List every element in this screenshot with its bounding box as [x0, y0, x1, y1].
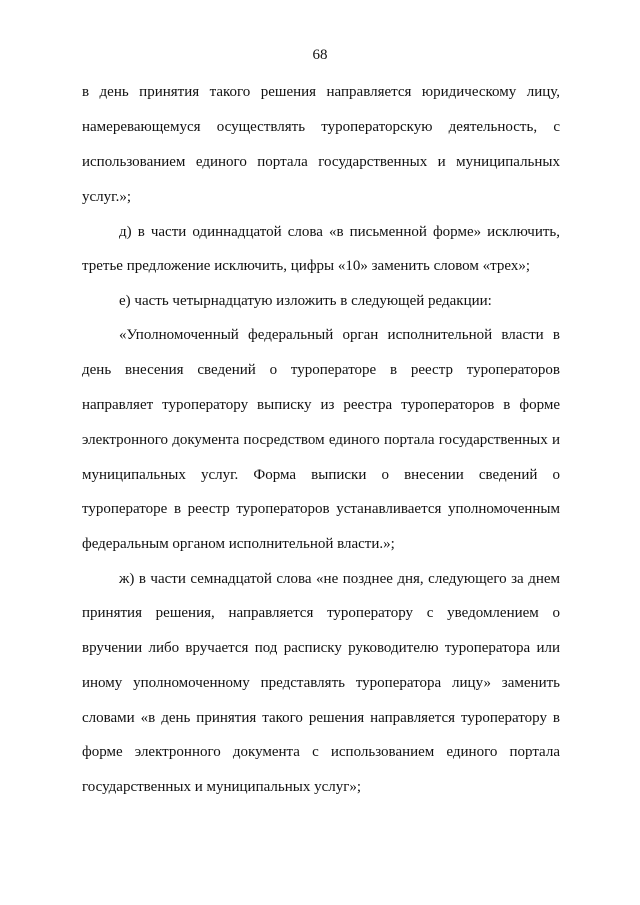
- text-line: д) в части одиннадцатой слова «в письменной форме» исключить,: [119, 224, 560, 240]
- text-line: туроператоре в реестр туроператоров устанавливается уполномоченным: [82, 501, 560, 517]
- text-line: федеральным органом исполнительной власти.»;: [82, 536, 395, 552]
- text-line: форме электронного документа с использованием единого портала: [82, 744, 560, 760]
- text-line: словами «в день принятия такого решения направляется туроператору в: [82, 710, 560, 726]
- text-line: ж) в части семнадцатой слова «не позднее дня, следующего за днем: [119, 571, 560, 587]
- text-line: направляет туроператору выписку из реестра туроператоров в форме: [82, 397, 560, 413]
- text-line: день внесения сведений о туроператоре в реестр туроператоров: [82, 362, 560, 378]
- text-line: государственных и муниципальных услуг»;: [82, 779, 362, 795]
- text-line: вручении либо вручается под расписку руководителю туроператора или: [82, 640, 560, 656]
- text-line: иному уполномоченному представлять туроператора лицу» заменить: [82, 675, 560, 691]
- page-number: 68: [312, 47, 328, 63]
- text-line: муниципальных услуг. Форма выписки о внесении сведений о: [82, 467, 560, 483]
- text-line: в день принятия такого решения направляется юридическому лицу,: [82, 84, 560, 100]
- text-line: услуг.»;: [82, 189, 132, 205]
- text-line: «Уполномоченный федеральный орган исполнительной власти в: [119, 327, 560, 343]
- text-line: намеревающемуся осуществлять туроператорскую деятельность, с: [82, 119, 560, 135]
- text-line: использованием единого портала государственных и муниципальных: [82, 154, 560, 170]
- text-line: электронного документа посредством единого портала государственных и: [82, 432, 560, 448]
- text-line: е) часть четырнадцатую изложить в следующей редакции:: [119, 293, 492, 309]
- text-line: третье предложение исключить, цифры «10» заменить словом «трех»;: [82, 258, 531, 274]
- text-line: принятия решения, направляется туроператору с уведомлением о: [82, 605, 560, 621]
